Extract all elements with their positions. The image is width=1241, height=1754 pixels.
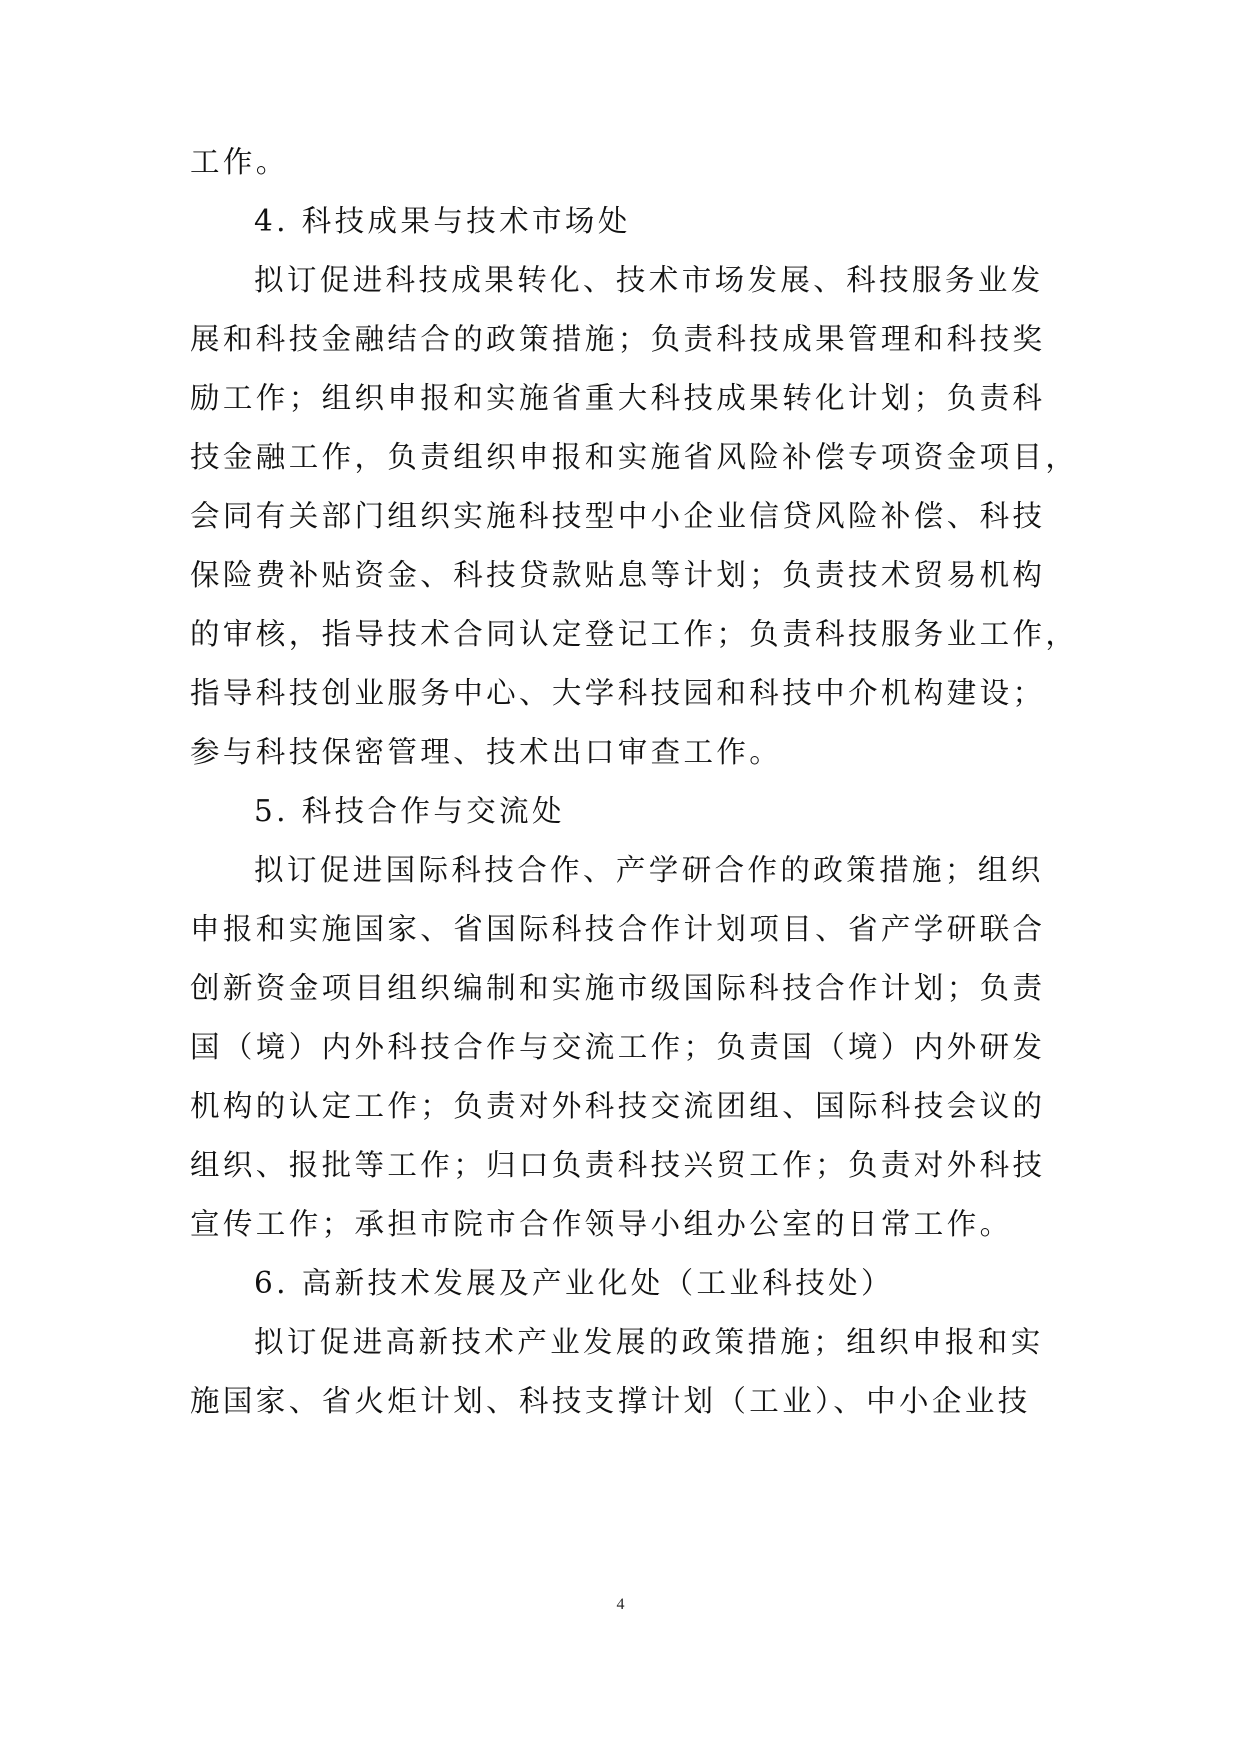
section-heading: 5. 科技合作与交流处	[254, 794, 565, 828]
body-text-line: 保险费补贴资金、科技贷款贴息等计划；负责技术贸易机构	[190, 558, 1046, 592]
body-text-line: 指导科技创业服务中心、大学科技园和科技中介机构建设；	[190, 676, 1046, 710]
section-heading: 4. 科技成果与技术市场处	[254, 204, 631, 238]
body-text-line: 技金融工作，负责组织申报和实施省风险补偿专项资金项目，	[190, 440, 1079, 474]
body-text-line: 施国家、省火炬计划、科技支撑计划（工业）、中小企业技	[190, 1384, 1031, 1418]
paragraph-first-line: 拟订促进科技成果转化、技术市场发展、科技服务业发	[254, 263, 1044, 297]
section-heading: 6. 高新技术发展及产业化处（工业科技处）	[254, 1266, 894, 1300]
body-text-line: 国（境）内外科技合作与交流工作；负责国（境）内外研发	[190, 1030, 1046, 1064]
body-text-line: 机构的认定工作；负责对外科技交流团组、国际科技会议的	[190, 1089, 1046, 1123]
paragraph-first-line: 拟订促进高新技术产业发展的政策措施；组织申报和实	[254, 1325, 1044, 1359]
paragraph-first-line: 拟订促进国际科技合作、产学研合作的政策措施；组织	[254, 853, 1044, 887]
body-text-line: 组织、报批等工作；归口负责科技兴贸工作；负责对外科技	[190, 1148, 1046, 1182]
body-text-line: 的审核，指导技术合同认定登记工作；负责科技服务业工作，	[190, 617, 1079, 651]
body-text-line: 工作。	[190, 145, 289, 179]
body-text-line: 参与科技保密管理、技术出口审查工作。	[190, 735, 783, 769]
body-text-line: 创新资金项目组织编制和实施市级国际科技合作计划；负责	[190, 971, 1046, 1005]
body-text-line: 宣传工作；承担市院市合作领导小组办公室的日常工作。	[190, 1207, 1013, 1241]
page-number: 4	[616, 1596, 625, 1613]
body-text-line: 会同有关部门组织实施科技型中小企业信贷风险补偿、科技	[190, 499, 1046, 533]
body-text-line: 展和科技金融结合的政策措施；负责科技成果管理和科技奖	[190, 322, 1046, 356]
body-text-line: 励工作；组织申报和实施省重大科技成果转化计划；负责科	[190, 381, 1046, 415]
body-text-line: 申报和实施国家、省国际科技合作计划项目、省产学研联合	[190, 912, 1046, 946]
